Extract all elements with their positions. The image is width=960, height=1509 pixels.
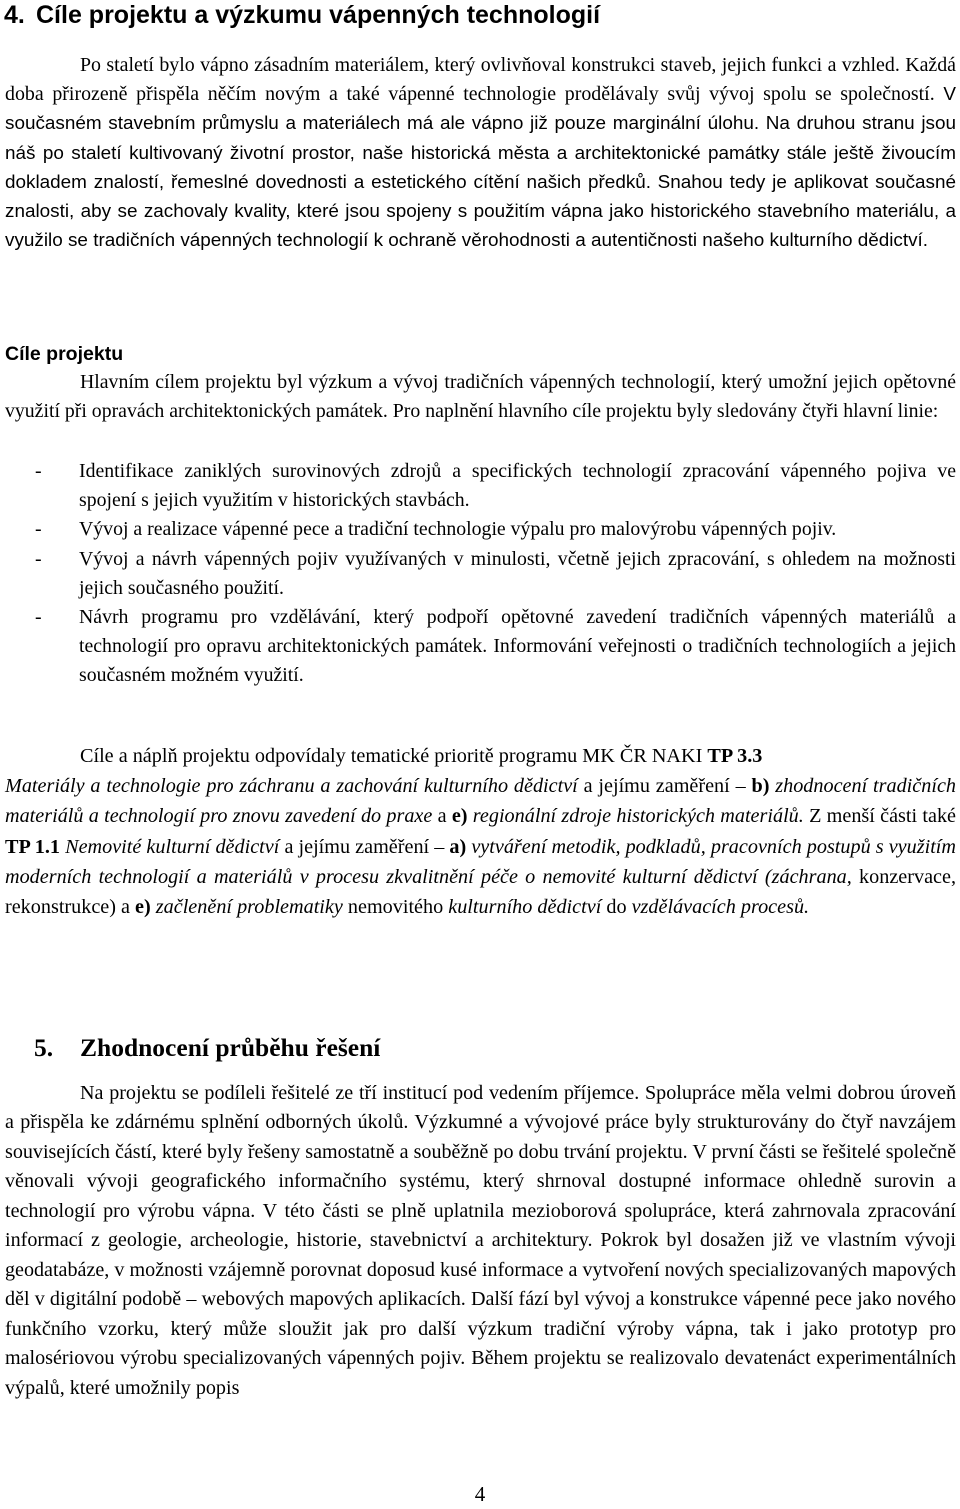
intro-sentence-2: V současném stavebním průmyslu a materiálech má ale vápno již pouze marginální úlohu. Na druhou stranu jsou náš po staletí kultivovaný životní prostor, naše historická města a architektonické památky stále ještě živoucím dokladem znalostí, řemeslné dovednosti a estetického cítění našich předků. [5, 84, 956, 193]
section-4-title: Cíle projektu a výzkumu vápenných technologií [36, 1, 601, 29]
list-item [5, 457, 956, 515]
priority-italic: Materiály a technologie pro záchranu a zachování kulturního dědictví [5, 775, 578, 798]
priority-text: Cíle a náplň projektu odpovídaly tematické prioritě programu MK ČR NAKI [80, 745, 708, 767]
priority-text: do [601, 896, 632, 919]
section-5-number: 5. [34, 1033, 54, 1062]
priority-letter: b) [751, 775, 770, 798]
list-dash: - [35, 547, 42, 570]
priority-code: TP 3.3 [707, 745, 763, 767]
list-dash: - [35, 518, 42, 541]
priority-text: a jejímu zaměření – [279, 835, 450, 858]
list-item-text: Identifikace zaniklých surovinových zdrojů a specifických technologií zpracování vápenného pojiva ve spojení s jejich využitím v historických stavbách. [79, 460, 956, 512]
priority-text: Z menší části také [803, 805, 957, 828]
section-4-heading [4, 0, 600, 30]
priority-italic: regionální zdroje historických materiálů. [472, 805, 804, 828]
priority-text: a jejímu zaměření – [577, 775, 752, 798]
list-item [5, 545, 956, 603]
section-4-number: 4. [4, 1, 25, 29]
list-item [5, 515, 956, 544]
section-4-intro-paragraph [5, 51, 956, 255]
priority-italic: vzdělávacích procesů. [631, 896, 810, 919]
priority-italic: zhodnocení tradičních materiálů a technologií pro znovu zavedení do praxe [5, 775, 957, 828]
list-item [5, 603, 956, 691]
priority-text: a [432, 805, 452, 828]
priority-italic: kulturního dědictví [448, 896, 602, 919]
list-item-text: Vývoj a realizace vápenné pece a tradiční technologie výpalu pro malovýrobu vápenných pojiv. [79, 518, 837, 541]
priority-text: konzervace, rekonstrukce) a [5, 865, 956, 919]
section-5-paragraph: Na projektu se podíleli řešitelé ze tří institucí pod vedením příjemce. Spolupráce měla velmi dobrou úroveň a přispěla ke zdárnému splnění odborných úkolů. Výzkumné a vývojové práce byly strukturovány do čtyř navzájem souvisejících částí, které byly řešeny samostatně a souběžně po dobu trvání projektu. V první části se řešitelé společně věnovali vývoji geografického informačního systému, který shrnoval dostupné informace ohledně surovin a technologií pro výrobu vápna. V této části se plně uplatnila mezioborová spolupráce, která zahrnovala zpracování informací z geologie, archeologie, historie, stavebnictví a architektury. Pokrok byl dosažen již ve vlastním vývoji geodatabáze, v možnosti vzájemně porovnat doposud kusé informace a vytvoření nových specializovaných mapových děl v digitální podobě – webových mapových aplikacích. Další fází byl vývoj a konstrukce vápenné pece jako nového funkčního vzorku, který může sloužit jak pro další výzkum tradiční výroby vápna, tak i jako prototyp pro malosériovou výrobu specializovaných vápenných pojiv. Během projektu se realizovalo devatenáct experimentálních výpalů, které umožnily popis [5, 1082, 956, 1399]
section-5-title: Zhodnocení průběhu řešení [80, 1033, 381, 1062]
list-dash: - [35, 460, 42, 482]
priority-paragraph [5, 741, 956, 922]
priority-text: nemovitého [342, 896, 449, 919]
intro-sentence-1: Po staletí bylo vápno zásadním materiálem, který ovlivňoval konstrukci staveb, jejich funkci a vzhled. Každá doba přirozeně přispěla něčím novým a také vápenné technologie prodělávaly svůj vývoj spolu se společností. [5, 54, 956, 106]
priority-letter: e) [135, 896, 151, 919]
priority-italic: vytváření metodik, podkladů, pracovních postupů s využitím moderních technologií a materiálů v procesu zkvalitnění péče o nemovité kulturní dědictví (záchrana, [5, 835, 956, 888]
intro-sentence-3: Snahou tedy je aplikovat současné znalosti, aby se zachovaly kvality, které jsou spojeny s použitím vápna jako historického stavebního materiálu, a využilo se tradičních vápenných technologií k ochraně věrohodnosti a autentičnosti našeho kulturního dědictví. [5, 171, 956, 252]
priority-code: TP 1.1 [5, 835, 61, 858]
priority-letter: a) [449, 835, 467, 858]
priority-italic: Nemovité kulturní dědictví [65, 835, 280, 858]
list-item-text: Vývoj a návrh vápenných pojiv využívaných v minulosti, včetně jejich zpracování, s ohledem na možnosti jejich současného použití. [79, 547, 956, 599]
goals-list [5, 457, 956, 691]
list-item-text: Návrh programu pro vzdělávání, který podpoří opětovné zavedení tradičních vápenných materiálů a technologií pro opravu architektonických památek. Informování veřejnosti o tradičních technologiích a jejich současném možném využití. [79, 606, 956, 687]
list-dash: - [35, 606, 42, 629]
page-number: 4 [474, 1482, 486, 1506]
section-5-heading [34, 1031, 380, 1065]
priority-italic: začlenění problematiky [155, 896, 343, 919]
priority-letter: e) [451, 805, 468, 828]
goals-paragraph: Hlavním cílem projektu byl výzkum a vývoj tradičních vápenných technologií, který umožní jejich opětovné využití při opravách architektonických památek. Pro naplnění hlavního cíle projektu byly sledovány čtyři hlavní linie: [5, 371, 956, 423]
goals-heading: Cíle projektu [5, 343, 124, 365]
